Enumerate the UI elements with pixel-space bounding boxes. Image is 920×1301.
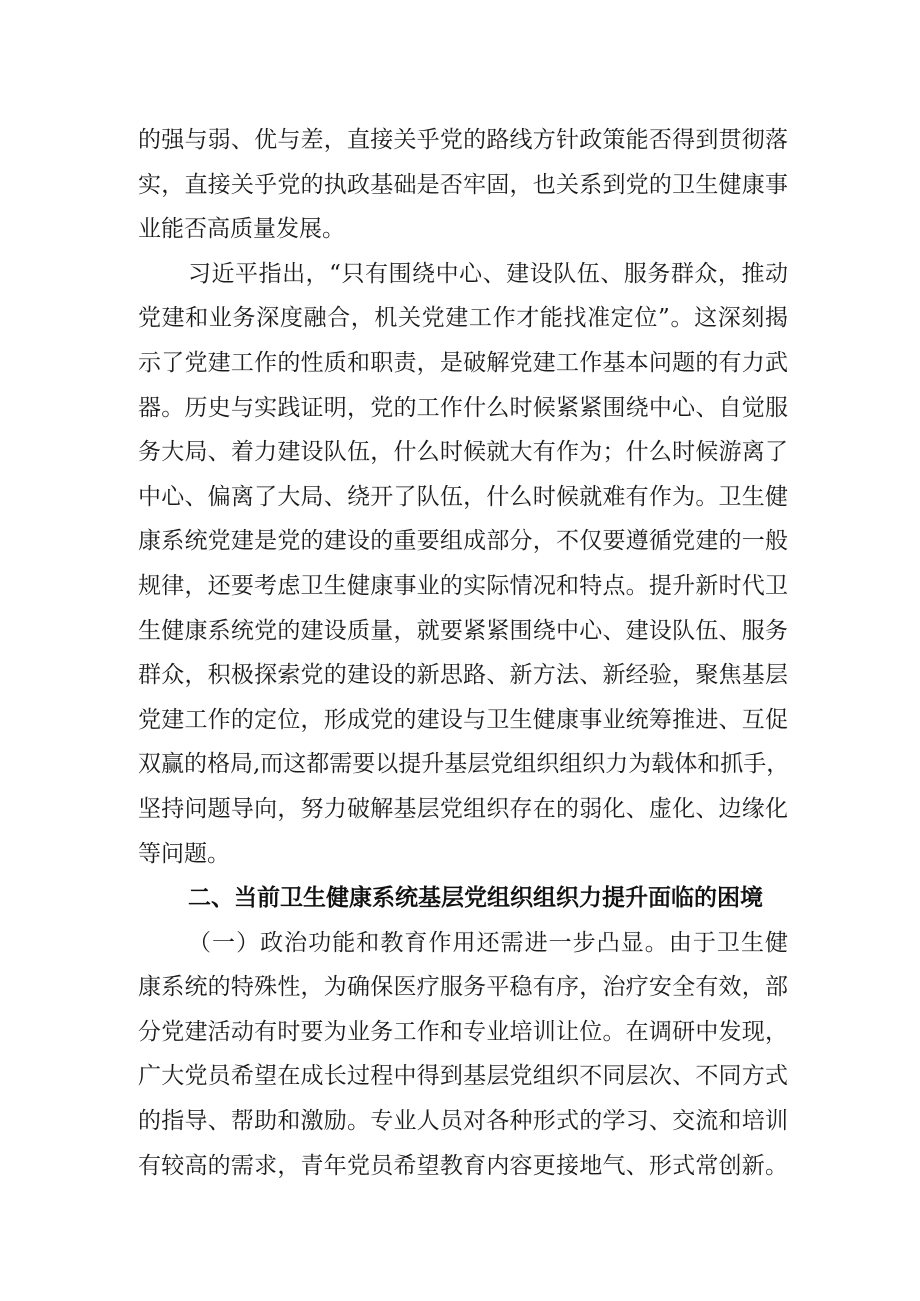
- text-line: 党建工作的定位，形成党的建设与卫生健康事业统筹推进、互促: [138, 706, 788, 733]
- text-line: 党建和业务深度融合，机关党建工作才能找准定位”。这深刻揭: [138, 305, 788, 332]
- text-line: 有较高的需求，青年党员希望教育内容更接地气、形式常创新。: [138, 1152, 788, 1179]
- text-line: 康系统的特殊性，为确保医疗服务平稳有序，治疗安全有效，部: [138, 974, 788, 1001]
- section-heading: 二、当前卫生健康系统基层党组织组织力提升面临的困境: [188, 885, 763, 912]
- text-line: 分党建活动有时要为业务工作和专业培训让位。在调研中发现，: [138, 1018, 788, 1045]
- text-line: 双赢的格局,而这都需要以提升基层党组织组织力为载体和抓手，: [138, 751, 790, 778]
- text-line: 广大党员希望在成长过程中得到基层党组织不同层次、不同方式: [138, 1063, 788, 1090]
- text-line: （一）政治功能和教育作用还需进一步凸显。由于卫生健: [188, 929, 788, 956]
- paragraph: [138, 921, 788, 1189]
- paragraph: [138, 252, 788, 876]
- text-line: 生健康系统党的建设质量，就要紧紧围绕中心、建设队伍、服务: [138, 617, 788, 644]
- text-line: 实，直接关乎党的执政基础是否牢固，也关系到党的卫生健康事: [138, 171, 788, 198]
- document-body: [138, 118, 788, 1188]
- text-line: 中心、偏离了大局、绕开了队伍，什么时候就难有作为。卫生健: [138, 483, 788, 510]
- text-line: 示了党建工作的性质和职责，是破解党建工作基本问题的有力武: [138, 349, 788, 376]
- text-line: 等问题。: [138, 840, 230, 867]
- text-line: 坚持问题导向，努力破解基层党组织存在的弱化、虚化、边缘化: [138, 795, 788, 822]
- text-line: 的指导、帮助和激励。专业人员对各种形式的学习、交流和培训: [138, 1108, 788, 1135]
- text-line: 业能否高质量发展。: [138, 216, 345, 243]
- text-line: 群众，积极探索党的建设的新思路、新方法、新经验，聚焦基层: [138, 662, 788, 689]
- text-line: 康系统党建是党的建设的重要组成部分，不仅要遵循党建的一般: [138, 528, 788, 555]
- text-line: 务大局、着力建设队伍，什么时候就大有作为；什么时候游离了: [138, 439, 788, 466]
- text-line: 习近平指出，“只有围绕中心、建设队伍、服务群众，推动: [188, 260, 788, 287]
- text-line: 规律，还要考虑卫生健康事业的实际情况和特点。提升新时代卫: [138, 572, 788, 599]
- text-line: 的强与弱、优与差，直接关乎党的路线方针政策能否得到贯彻落: [138, 127, 788, 153]
- text-line: 器。历史与实践证明，党的工作什么时候紧紧围绕中心、自觉服: [138, 394, 788, 421]
- paragraph: [138, 118, 788, 252]
